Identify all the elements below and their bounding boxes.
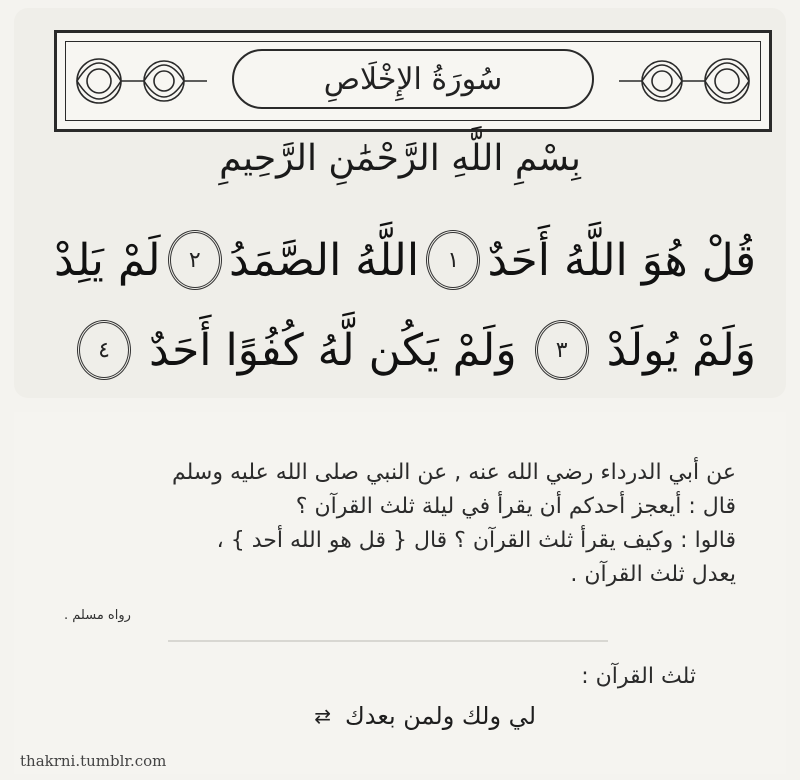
title-cartouche — [232, 49, 594, 109]
hadith-line-2: قال : أيعجز أحدكم أن يقرأ في ليلة ثلث القرآن ؟ — [295, 494, 736, 519]
swap-arrows-icon: ⇄ — [314, 704, 331, 728]
ayah-1-marker: ١ — [426, 230, 480, 290]
hadith-text — [36, 456, 736, 592]
hadith-line-3: قالوا : وكيف يقرأ ثلث القرآن ؟ قال { قل هو الله أحد } ، — [216, 528, 736, 553]
ayah-line-2 — [54, 320, 756, 380]
closing-line — [314, 702, 536, 730]
hadith-line-4: يعدل ثلث القرآن . — [570, 562, 736, 587]
ornament-left-icon — [69, 45, 209, 117]
divider — [168, 640, 608, 642]
ayah-4-marker: ٤ — [77, 320, 131, 380]
ayah-2-marker: ٢ — [168, 230, 222, 290]
basmala: بِسْمِ اللَّهِ الرَّحْمَٰنِ الرَّحِيمِ — [219, 138, 581, 179]
surah-panel — [14, 8, 786, 398]
closing-text: لي ولك ولمن بعدك — [344, 702, 536, 730]
third-of-quran-label: ثلث القرآن : — [581, 664, 696, 689]
ayah-4-text: وَلَمْ يَكُن لَّهُ كُفُوًا أَحَدٌ — [148, 324, 517, 376]
ayah-line-1 — [54, 230, 756, 290]
ayah-3-marker: ٣ — [535, 320, 589, 380]
hadith-narrator: رواه مسلم . — [64, 608, 131, 623]
ayah-3-text-end: وَلَمْ يُولَدْ — [606, 324, 756, 376]
watermark: thakrni.tumblr.com — [20, 752, 167, 770]
surah-title: سُورَةُ الإِخْلَاصِ — [323, 61, 503, 97]
hadith-panel — [14, 412, 786, 774]
ayah-2-text: اللَّهُ الصَّمَدُ — [228, 234, 420, 286]
ornament-right-icon — [617, 45, 757, 117]
ayah-3-text-start: لَمْ يَلِدْ — [54, 234, 161, 286]
ayah-1-text: قُلْ هُوَ اللَّهُ أَحَدٌ — [487, 234, 756, 286]
hadith-line-1: عن أبي الدرداء رضي الله عنه , عن النبي صلى الله عليه وسلم — [171, 460, 736, 485]
title-frame — [54, 30, 772, 132]
